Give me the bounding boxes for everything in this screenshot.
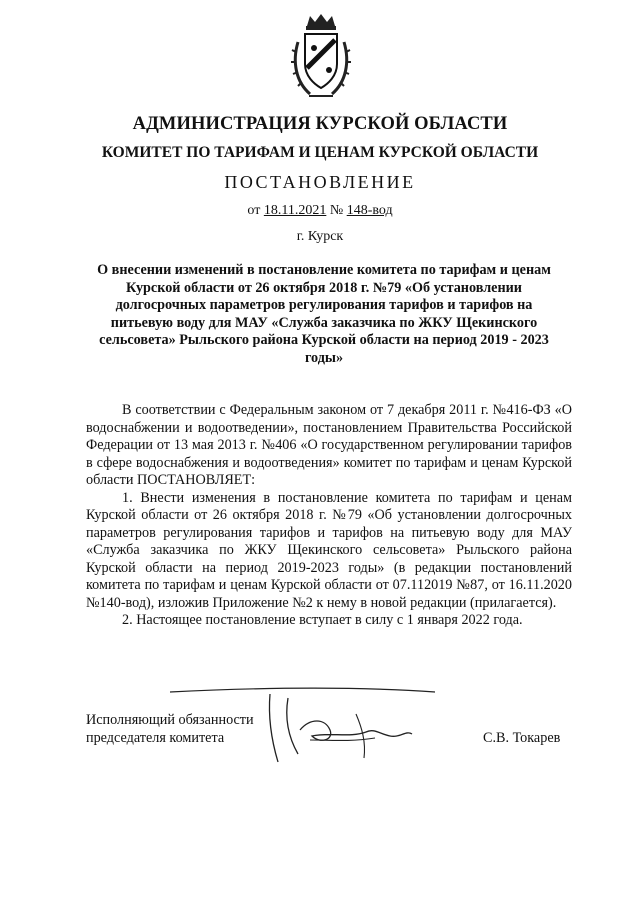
signatory-name: С.В. Токарев xyxy=(483,730,561,746)
document-title: О внесении изменений в постановление комитета по тарифам и ценам Курской области от 26 октября 2018 г. №79 «Об установлении долгосрочных параметров регулирования тарифов и тарифов на питьевую воду для МАУ «Служба заказчика по ЖКУ Щекинского сельсовета» Рыльского района Курской области на период 2019 - 2023 годы» xyxy=(97,262,551,366)
position-line-2: председателя комитета xyxy=(86,729,225,746)
signatory-position xyxy=(86,712,254,747)
document-type: ПОСТАНОВЛЕНИЕ xyxy=(224,172,416,192)
date-number-line xyxy=(0,203,640,219)
org-name: АДМИНИСТРАЦИЯ КУРСКОЙ ОБЛАСТИ xyxy=(132,114,508,134)
item-1-paragraph: 1. Внести изменения в постановление комитета по тарифам и ценам Курской области от 26 октября 2018 г. №79 «Об установлении долгосрочных параметров регулирования тарифов и тарифов на питьевую воду для МАУ «Служба заказчика по ЖКУ Щекинского сельсовета» Рыльского района Курской области на период 2019-2023 годы» (в редакции постановлений комитета по тарифам и ценам Курской области от 07.112019 №87, от 16.11.2020 №140-вод), изложив Приложение №2 к нему в новой редакции (прилагается). xyxy=(86,489,572,611)
city: г. Курск xyxy=(296,229,344,244)
committee-name: КОМИТЕТ ПО ТАРИФАМ И ЦЕНАМ КУРСКОЙ ОБЛАСТИ xyxy=(101,144,539,161)
document-body xyxy=(86,402,572,630)
number-prefix: № xyxy=(329,203,344,218)
document-number: 148-вод xyxy=(346,203,393,218)
kursk-coat-of-arms-icon xyxy=(290,12,352,100)
document-date: 18.11.2021 xyxy=(263,203,327,218)
position-line-1: Исполняющий обязанности xyxy=(86,712,254,728)
date-prefix: от xyxy=(247,203,261,218)
preamble-paragraph: В соответствии с Федеральным законом от 7 декабря 2011 г. №416-ФЗ «О водоснабжении и водоотведении», постановлением Правительства Российской Федерации от 13 мая 2013 г. №406 «О государственном регулировании тарифов в сфере водоснабжения и водоотведения» комитет по тарифам и ценам Курской области ПОСТАНОВЛЯЕТ: xyxy=(86,402,572,488)
item-2-paragraph: 2. Настоящее постановление вступает в силу с 1 января 2022 года. xyxy=(122,612,523,628)
